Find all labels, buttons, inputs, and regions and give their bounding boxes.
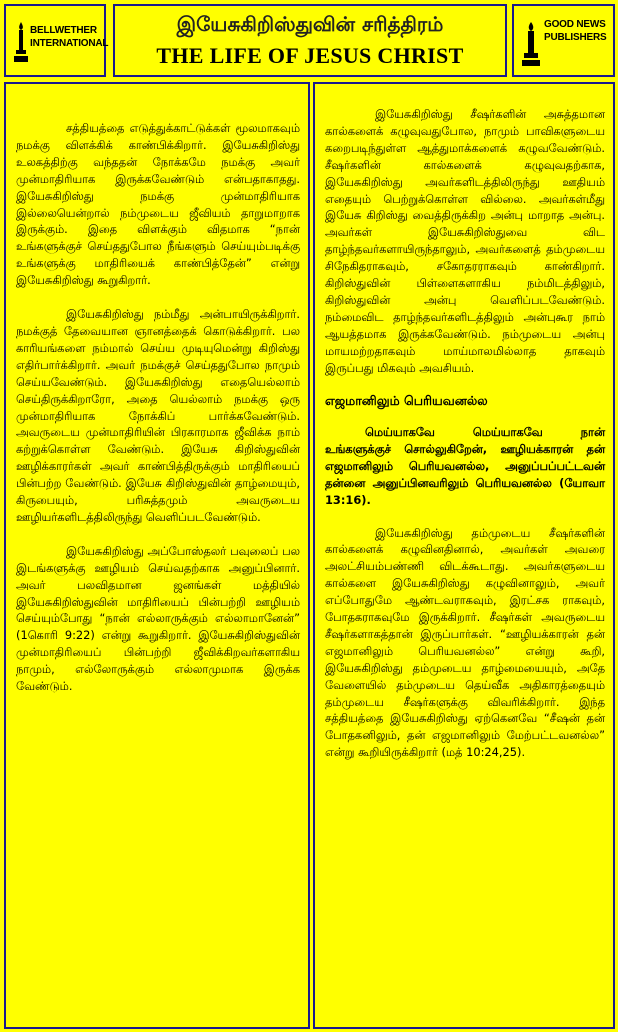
left-column [4, 82, 310, 1029]
paragraph: இயேசுகிறிஸ்து தம்முடைய சீஷர்களின் கால்களைக் கழுவினதினால், அவர்கள் அவரை அலட்சியம்பண்ணி விடக்கூடாது. அவர்களுடைய கால்களை இயேசுகிறிஸ்து கழுவினாலும், அவர் எப்போதுமே ஆண்டவராகவும், இரட்சக ராகவும், போதகராகவுமே இருக்கிறார். சீஷர்கள் அவருடைய சீஷர்களாகத்தான் இருப்பார்கள். “ஊழியக்காரன் தன் எஜமானிலும் பெரியவனல்ல” என்று கூறி, இயேசுகிறிஸ்து தம்முடைய தாழ்மையையும், அதே வேளையில் தம்முடைய தெய்வீக அதிகாரத்தையும் தம்முடைய சீஷர்களுக்கு விவரிக்கிறார். இந்த சத்தியத்தை இயேசுகிறிஸ்து ஏற்கெனவே “சீஷன் தன் போதகனிலும், தன் எஜமானிலும் மேற்பட்டவனல்ல” என்று கூறியிருக்கிறார் (மத் 10:24,25). [325, 525, 605, 760]
logo-line1: GOOD NEWS [544, 19, 606, 30]
logo-bellwether [4, 4, 109, 77]
paragraph: இயேசுகிறிஸ்து அப்போஸ்தலர் பவுலைப் பல இடங்களுக்கு ஊழியம் செய்வதற்காக அனுப்பினார். அவர் பலவிதமான ஜனங்கள் மத்தியில் இயேசுகிறிஸ்துவின் மாதிரியைப் பின்பற்றி ஊழியம் செய்யும்போது “நான் எல்லாருக்கும் எல்லாமானேன்” (1கொரி 9:22) என்று கூறுகிறார். இயேசுகிறிஸ்துவின் முன்மாதிரியைப் பின்பற்றி ஜீவிக்கிறவர்களாகிய நாமும், எல்லோருக்கும் எல்லாமுமாக இருக்க வேண்டும். [16, 543, 300, 694]
paragraph: சத்தியத்தை எடுத்துக்காட்டுக்கள் மூலமாகவும் நமக்கு விளக்கிக் காண்பிக்கிறார். இயேசுகிறிஸ்து உலகத்திற்கு வந்ததன் நோக்கமே நமக்கு அவர் முன்மாதிரியாக இருக்கவேண்டும் என்பதாகாதது. இயேசுகிறிஸ்து நமக்கு முன்மாதிரியாக இல்லையென்றால் நம்முடைய ஜீவியம் தாறுமாறாக இருக்கும். இதை விளக்கும் விதமாக “நான் உங்களுக்குச் செய்ததுபோல நீங்களும் செய்யும்படிக்கு உங்களுக்கு மாதிரியைக் காண்பித்தேன்” என்று இயேசுகிறிஸ்து கூறுகிறார். [16, 121, 300, 288]
page-title-box [113, 4, 507, 77]
lamp-icon [14, 20, 28, 64]
section-heading: எஜமானிலும் பெரியவனல்ல [325, 392, 488, 408]
scripture-quote: மெய்யாகவே மெய்யாகவே நான் உங்களுக்குச் சொல்லுகிறேன், ஊழியக்காரன் தன் எஜமானிலும் பெரியவனல்ல, அனுப்பப்பட்டவன் தன்னை அனுப்பினவரிலும் பெரியவனல்ல (யோவா 13:16). [325, 424, 605, 507]
lamp-icon [522, 20, 540, 68]
paragraph: இயேசுகிறிஸ்து நம்மீது அன்பாயிருக்கிறார். நமக்குத் தேவையான ஞானத்தைக் கொடுக்கிறார். பல காரியங்களை நம்மால் செய்ய முடியுமென்று கிறிஸ்து எதிர்பார்க்கிறார். அவர் நமக்குச் செய்ததுபோல நாமும் செய்யவேண்டும். இயேசுகிறிஸ்து எதையெல்லாம் செய்திருக்கிறாரோ, அதை யெல்லாம் நமக்கு ஒரு முன்மாதிரியாக நோக்கிப் பார்க்கவேண்டும். அவருடைய முன்மாதிரியின் பிரகாரமாக ஜீவிக்க நாம் கற்றுக்கொள்ள வேண்டும். இயேசு கிறிஸ்துவின் ஊழிக்காரர்கள் அவர் காண்பித்திருக்கும் மாதிரியைப் பின்பற்ற வேண்டும். இயேசு கிறிஸ்துவின் தாழ்மையும், கிருபையும், பரிசுத்தமும் அவருடைய ஊழியர்களிடத்திலிருந்து வெளிப்படவேண்டும். [16, 307, 300, 524]
logo-line2: INTERNATIONAL [30, 38, 109, 49]
page-title-tamil: இயேசுகிறிஸ்துவின் சரித்திரம் [176, 12, 444, 36]
paragraph: இயேசுகிறிஸ்து சீஷர்களின் அசுத்தமான கால்களைக் கழுவுவதுபோல, நாமும் பாவிகளுடைய கறைபடிந்துள்ள ஆத்துமாக்களைக் கழுவவேண்டும். சீஷர்களின் கால்களைக் கழுவுவதற்காக, இயேசுகிறிஸ்து அவர்களிடத்திலிருந்து ஊதியம் எதையும் பெற்றுக்கொள்ள வில்லை. அவர்கள்மீது இயேசு கிறிஸ்து வைத்திருக்கிற அன்பு மாறாத அன்பு. அவர்கள் இயேசுகிறிஸ்துவை விட தாழ்ந்தவர்களாயிருந்தாலும், அவர்களைத் தம்முடைய சிநேகிதராகவும், சகோதரராகவும் காண்கிறார். கிறிஸ்துவின் பிள்ளைகளாகிய நம்மிடத்திலும், கிறிஸ்துவின் அன்பு வெளிப்படவேண்டும். நம்மைவிட தாழ்ந்தவர்களிடத்திலும் அன்புகூர நாம் ஆயத்தமாக இருக்கவேண்டும். நம்முடைய அன்பு மாயமற்றதாகவும் மாய்மாலமில்லாத தாகவும் இருப்பது மிகவும் அவசியம். [325, 107, 605, 375]
page-title-english: THE LIFE OF JESUS CHRIST [156, 43, 464, 68]
logo-good-news [512, 4, 615, 77]
logo-line2: PUBLISHERS [544, 32, 607, 43]
right-column [313, 82, 615, 1029]
logo-line1: BELLWETHER [30, 25, 97, 36]
